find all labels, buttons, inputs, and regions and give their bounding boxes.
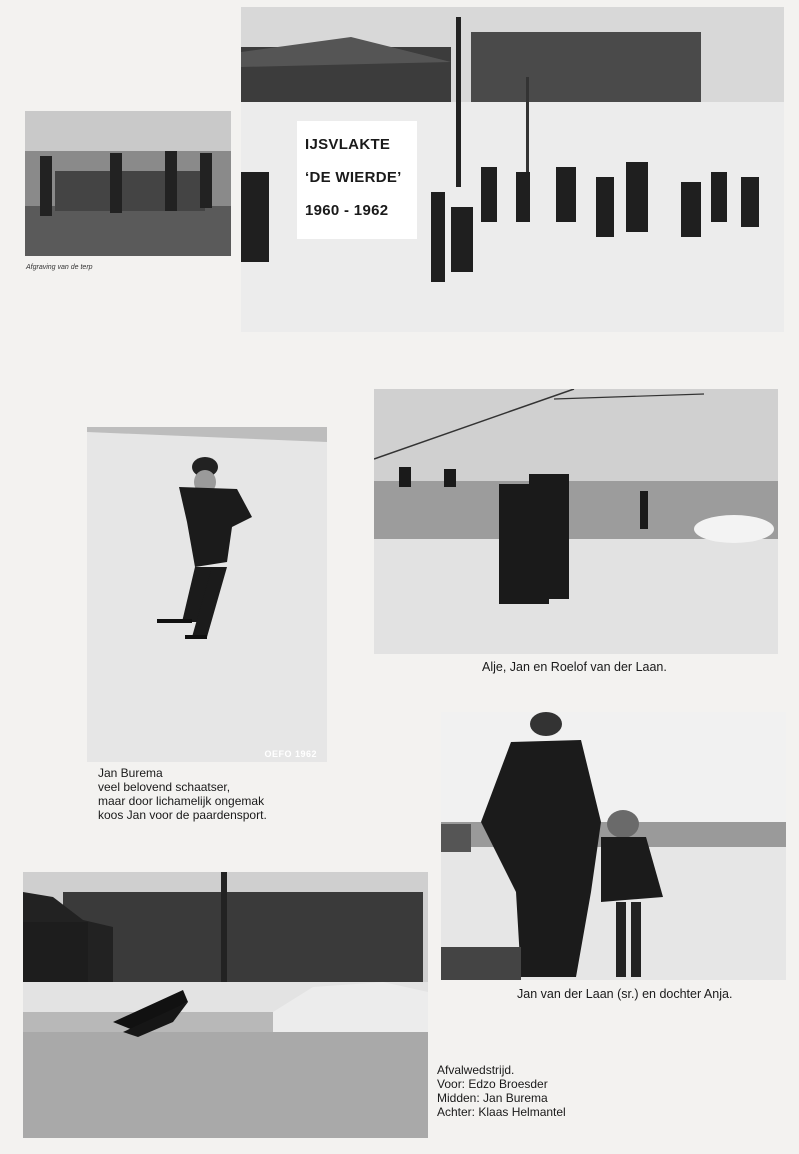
- caption-race-line-3: Midden: Jan Burema: [437, 1091, 548, 1105]
- photo-stamp: OEFO 1962: [264, 749, 317, 759]
- caption-afvalwedstrijd: [437, 1063, 566, 1119]
- caption-terp: Afgraving van de terp: [26, 264, 93, 271]
- photo-afvalwedstrijd: [23, 872, 428, 1138]
- photo-jan-van-der-laan-sr: [441, 712, 786, 980]
- caption-burema-line-2: veel belovend schaatser,: [98, 780, 231, 794]
- caption-race-line-2: Voor: Edzo Broesder: [437, 1077, 548, 1091]
- photo-van-der-laan-brothers: [374, 389, 778, 654]
- page-title-line-2: ‘DE WIERDE’: [305, 169, 402, 186]
- caption-van-der-laan-brothers: Alje, Jan en Roelof van der Laan.: [482, 660, 667, 674]
- caption-race-line-1: Afvalwedstrijd.: [437, 1063, 515, 1077]
- caption-burema-line-1: Jan Burema: [98, 766, 163, 780]
- caption-jan-van-der-laan-sr: Jan van der Laan (sr.) en dochter Anja.: [517, 987, 733, 1001]
- photo-jan-burema: [87, 427, 327, 762]
- photo-terp-excavation: [25, 111, 231, 256]
- caption-race-line-4: Achter: Klaas Helmantel: [437, 1105, 566, 1119]
- caption-burema-line-4: koos Jan voor de paardensport.: [98, 808, 267, 822]
- page-title-line-3: 1960 - 1962: [305, 202, 389, 219]
- page-title-line-1: IJSVLAKTE: [305, 136, 391, 153]
- page-title-box: [297, 121, 417, 239]
- caption-burema-line-3: maar door lichamelijk ongemak: [98, 794, 265, 808]
- caption-jan-burema: [98, 766, 267, 822]
